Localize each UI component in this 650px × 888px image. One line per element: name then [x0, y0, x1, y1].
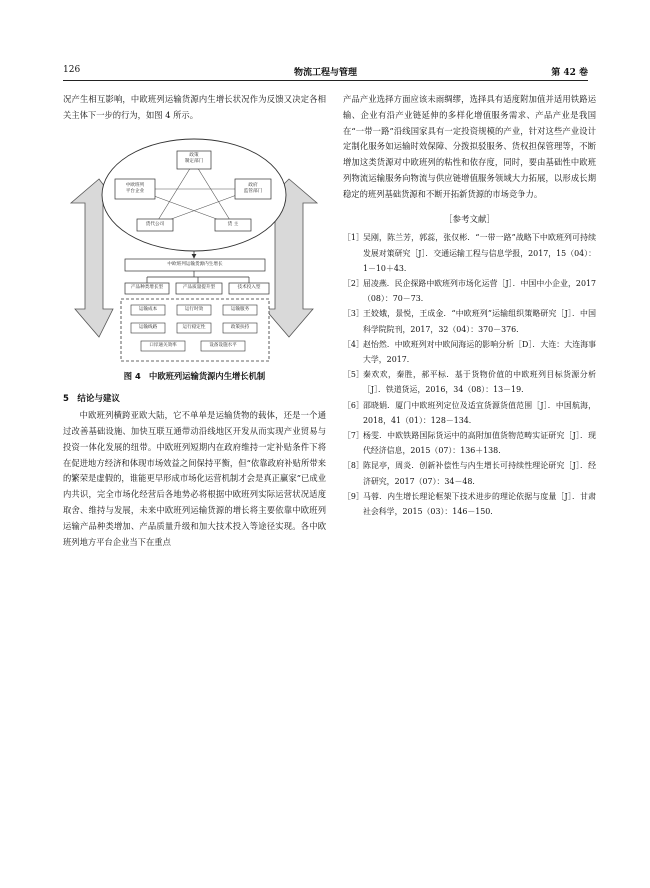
journal-title: 物流工程与管理: [293, 68, 357, 78]
reference-item: ［2］ 屈凌燕．民企探路中欧班列市场化运营［J］．中国中小企业，2017（08）：70－73．: [343, 278, 596, 304]
node-regulator: 政府 监管部门: [243, 182, 263, 194]
factor-transport-cost: 运输成本: [138, 306, 158, 312]
node-tech-input: 技术投入型: [237, 284, 261, 290]
factor-equipment: 设备设施水平: [209, 342, 237, 348]
reference-item: ［1］ 吴刚，陈兰芳，郭蕊，张仅彬．“一带一路”战略下中欧班列可持续发展对策研究［J］．交通运输工程与信息学报，2017，15（04）：1－10＋43．: [343, 233, 596, 273]
reference-item: ［7］ 杨雯．中欧铁路国际货运中的高附加值货物范畴实证研究［J］．现代经济信息，2015（07）：136＋138．: [343, 431, 596, 456]
node-product-type: 产品种类增长型: [130, 284, 164, 290]
left-column: [63, 92, 326, 550]
node-platform: 中欧班列 平台企业: [125, 182, 145, 194]
figure-caption: 图 4 中欧班列运输货源内生增长机制: [123, 370, 266, 381]
factor-stability: 运行稳定性: [182, 324, 206, 330]
page-number: 126: [63, 65, 81, 75]
reference-item: ［3］ 王姣娥，景悦，王成金．“中欧班列”运输组织策略研究［J］．中国科学院院刊，2017，32（04）：370－376．: [343, 309, 596, 334]
references-title: ［参考文献］: [443, 214, 495, 225]
node-freight-company: 货代公司: [145, 221, 165, 227]
page-header: [63, 62, 588, 81]
factor-route: 运输线路: [138, 324, 158, 330]
reference-item: ［6］ 邵晓娟．厦门中欧班列定位及适宜货源货值范围［J］．中国航海，2018，41（01）：128－134．: [343, 400, 596, 425]
node-government: 政策 制定部门: [184, 152, 204, 164]
section-title: 5 结论与建议: [63, 394, 120, 405]
factor-timeliness: 运行时效: [184, 306, 204, 312]
reference-list: [343, 230, 596, 519]
reference-item: ［8］ 陈昆亭，周炎．创新补偿性与内生增长可持续性理论研究［J］．经济研究，2017（07）：34－48．: [343, 461, 596, 486]
volume-label: 第 42 卷: [551, 68, 588, 78]
reference-item: ［4］ 赵怡然．中欧班列对中欧间海运的影响分析［D］．大连：大连海事大学，2017．: [343, 339, 596, 364]
right-column: [343, 92, 596, 519]
paragraph: 中欧班列横跨亚欧大陆，它不单单是运输货物的载体，还是一个通过改善基础设施、加快互联互通带动沿线地区开发从而实现产业贸易与投资一体化发展的纽带。中欧班列短期内在政府维持一定补贴条件下将在促进地方经济和体现市场效益之间保持平衡，但“依靠政府补贴所带来的繁荣是虚假的，谁能更早形成市场化运营机制才会是真正赢家”已成业内共识，完全市场化经营后各地势必将根据中欧班列实际运营状况适度取舍、维持与发展，未来中欧班列运输货源的增长将主要依靠中欧班列运输产品种类增加、产品质量升级和加大技术投入等途径实现。各中欧班列地方平台企业当下在重点: [63, 410, 326, 547]
paragraph: 况产生相互影响，中欧班列运输货源内生增长状况作为反馈又决定各相关主体下一步的行为，如图 4 所示。: [63, 94, 326, 120]
factor-service: 运输服务: [230, 306, 250, 312]
paragraph: 产品产业选择方面应该未雨绸缪，选择具有适度附加值并适用铁路运输、企业有沿产业链延伸的多样化增值服务需求、产品产业是我国在“一带一路”沿线国家具有一定投资规模的产业，针对这些产业设计定制化服务如运输时效保障、分拨拟驳服务、货权担保管理等，不断增加这类货源对中欧班列的粘性和依存度，同时，要由基础性中欧班列物流运输服务向物流与供应链增值服务领域大力拓展，以形成长期稳定的班列基础货源和不断开拓新货源的市场竞争力。: [343, 94, 596, 199]
node-product-quality: 产品质量提升型: [182, 284, 216, 290]
factor-policy: 政策扶持: [230, 324, 250, 330]
reference-item: ［5］ 秦欢欢，秦胜，郝平标．基于货物价值的中欧班列目标货源分析［J］．铁道货运，2016，34（08）：13－19．: [343, 370, 596, 395]
reference-item: ［9］ 马蓉．内生增长理论框架下技术进步的理论依据与度量［J］．甘肃社会科学，2015（03）：146－150．: [343, 491, 596, 517]
figure-4: [63, 133, 326, 365]
node-shipper: 货 主: [227, 221, 239, 227]
node-growth: 中欧班列运输货源内生增长: [167, 261, 223, 267]
factor-port: 口岸通关效率: [149, 342, 177, 348]
